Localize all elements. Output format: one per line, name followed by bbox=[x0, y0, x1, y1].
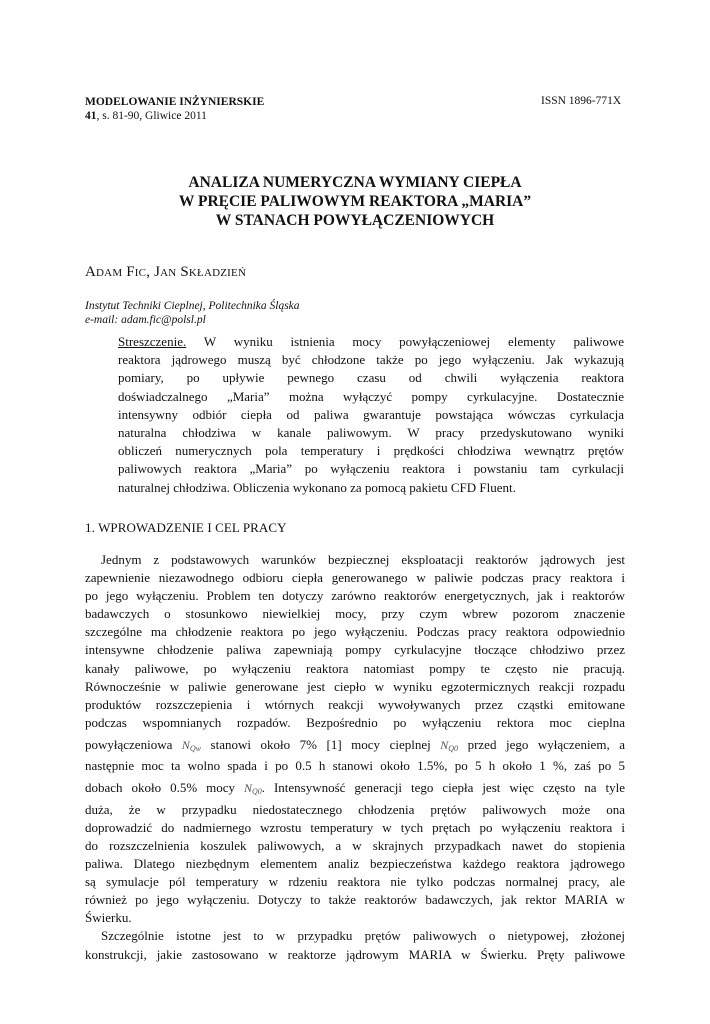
abstract-line: doświadczalnego „Maria” można wyłączyć pompy cyrkulacyjne. Dostatecznie bbox=[118, 388, 624, 404]
title-line: W STANACH POWYŁĄCZENIOWYCH bbox=[215, 212, 495, 229]
body-line: po jego wyłączeniu. Problem ten dotyczy zarówno reaktorów energetycznych, jak i reaktorów bbox=[85, 588, 625, 604]
body-line: Jednym z podstawowych warunków bezpiecznej eksploatacji reaktorów jądrowych jest bbox=[101, 552, 625, 567]
abstract bbox=[118, 333, 624, 497]
body-line-math: dobach około 0.5% mocy $N_{Q0}$. Intensywność generacji tego ciepła jest więc często na tyle bbox=[85, 780, 625, 797]
math-symbol: $N_{Q0}$ bbox=[440, 737, 459, 753]
body-line: kanały paliwowe, po wyłączeniu reaktora natomiast pompy te często nie pracują. bbox=[85, 660, 625, 676]
journal-volume: 41 bbox=[85, 110, 97, 122]
title-line: W PRĘCIE PALIWOWYM REAKTORA „MARIA” bbox=[178, 193, 532, 210]
body-line: produktów rozszczepienia i wtórnych reakcji wywoływanych przez cząstki emitowane bbox=[85, 696, 625, 712]
abstract-line: obliczeń numerycznych pola temperatury i prędkości chłodziwa wewnątrz prętów bbox=[118, 443, 624, 459]
abstract-line: naturalnej chłodziwa. Obliczenia wykonano za pomocą pakietu CFD Fluent. bbox=[118, 479, 516, 495]
abstract-line: pomiary, po upływie pewnego czasu od chwili wyłączenia reaktora bbox=[118, 370, 624, 386]
abstract-line: intensywny odbiór ciepła od paliwa gwarantuje powstająca wówczas cyrkulacja bbox=[118, 406, 624, 422]
abstract-line: paliwowych reaktora „Maria” po wyłączeniu reaktora i powstaniu tam cyrkulacji bbox=[118, 461, 624, 477]
math-symbol: $N_{Qw}$ bbox=[181, 737, 202, 753]
body-line: doprowadzić do nadmiernego wzrostu temperatury w tych prętach po wyłączeniu reaktora i bbox=[85, 819, 625, 835]
journal-name: MODELOWANIE INŻYNIERSKIE bbox=[85, 96, 265, 108]
issn: ISSN 1896-771X bbox=[541, 95, 622, 107]
body-line: intensywne chłodzenie paliwa zapewniają pompy cyrkulacyjne tłoczące chłodziwo przez bbox=[85, 642, 625, 658]
body-line: duża, że w przypadku niedostatecznego chłodzenia prętów paliwowych może ona bbox=[85, 801, 625, 817]
body-line: paliwa. Dlatego niezbędnym elementem analiz bezpieczeństwa każdego reaktora jądrowego bbox=[85, 856, 625, 872]
body-line: następnie moc ta wolno spada i po 0.5 h stanowi około 1.5%, po 5 h około 1 %, zaś po 5 bbox=[85, 758, 625, 774]
authors: Adam Fic, Jan Składzień bbox=[85, 264, 247, 280]
abstract-label: Streszczenie. bbox=[118, 334, 187, 349]
section-heading: 1. WPROWADZENIE I CEL PRACY bbox=[85, 520, 287, 535]
affiliation bbox=[85, 299, 300, 327]
abstract-line: naturalna chłodziwa w kanale paliwowym. W pracy przedyskutowano wyniki bbox=[118, 425, 624, 441]
body-line: Równocześnie w paliwie generowane jest ciepło w wyniku egzotermicznych reakcji rozpadu bbox=[85, 678, 625, 694]
body-line: konstrukcji, jakie zastosowano w reaktorze jądrowym MARIA w Świerku. Pręty paliwowe bbox=[85, 946, 625, 962]
title-line: ANALIZA NUMERYCZNA WYMIANY CIEPŁA bbox=[188, 174, 522, 191]
body-line: badawczych o stosunkowo niewielkiej mocy, przy czym wbrew pozorom znaczenie bbox=[85, 606, 625, 622]
body-line: szczególne ma chłodzenie reaktora po jego wyłączeniu. Podczas pracy reaktora odpowiednio bbox=[85, 624, 625, 640]
abstract-line: Streszczenie. W wyniku istnienia mocy powyłączeniowej elementy paliwowe bbox=[118, 334, 624, 349]
institute: Instytut Techniki Cieplnej, Politechnika Śląska bbox=[85, 300, 300, 312]
body-line: są symulacje pól temperatury w rdzeniu reaktora nie tylko podczas normalnej pracy, ale bbox=[85, 874, 625, 890]
body-line-math: powyłączeniowa $N_{Qw}$ stanowi około 7% [1] mocy cieplnej $N_{Q0}$ przed jego wyłączeniem, a bbox=[85, 736, 625, 753]
journal-pages: , s. 81-90, Gliwice 2011 bbox=[96, 110, 207, 122]
body-line: Szczególnie istotne jest to w przypadku prętów paliwowych o nietypowej, złożonej bbox=[101, 928, 625, 944]
paper-title bbox=[85, 173, 625, 230]
body-line: do rozszczelnienia koszulek paliwowych, a w skrajnych przypadkach nawet do stopienia bbox=[85, 838, 625, 853]
email: e-mail: adam.fic@polsl.pl bbox=[85, 314, 206, 326]
math-symbol: $N_{Q0}$ bbox=[243, 781, 262, 797]
body-line: zapewnienie niezawodnego odbioru ciepła generowanego w paliwie podczas pracy reaktora i bbox=[85, 570, 625, 586]
body-line: również po jego wyłączeniu. Dotyczy to także reaktorów badawczych, jak rektor MARIA w bbox=[85, 892, 625, 908]
body-line: podczas wspomnianych rozpadów. Bezpośrednio po wyłączeniu rektora moc cieplna bbox=[85, 714, 625, 730]
body-line: Świerku. bbox=[85, 910, 132, 926]
journal-info bbox=[85, 95, 264, 123]
abstract-line: reaktora jądrowego muszą być chłodzone także po jego wyłączeniu. Jak wykazują bbox=[118, 352, 624, 368]
body-text bbox=[85, 551, 625, 964]
